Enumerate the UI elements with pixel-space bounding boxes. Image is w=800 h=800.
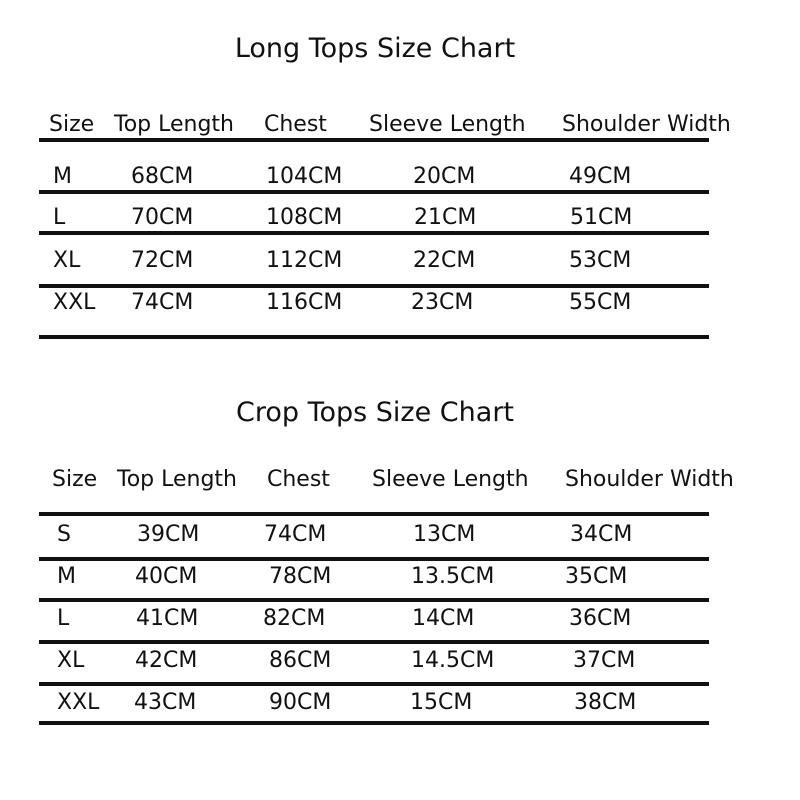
header-top-length: Top Length [114, 112, 235, 137]
crop-tops-title: Crop Tops Size Chart [235, 397, 514, 428]
header-chest: Chest [267, 467, 330, 492]
table-divider [39, 557, 709, 561]
row-size: XL [57, 648, 85, 673]
table-divider [39, 721, 709, 725]
table-divider [39, 682, 709, 686]
row-shoulder-width: 35CM [565, 564, 628, 589]
row-shoulder-width: 55CM [569, 290, 632, 315]
row-shoulder-width: 49CM [569, 164, 632, 189]
row-sleeve-length: 14CM [412, 606, 475, 631]
row-chest: 112CM [266, 248, 343, 273]
row-chest: 78CM [269, 564, 332, 589]
header-shoulder-width: Shoulder Width [565, 467, 734, 492]
row-sleeve-length: 23CM [411, 290, 474, 315]
row-chest: 108CM [266, 205, 343, 230]
row-top-length: 39CM [137, 522, 200, 547]
row-sleeve-length: 22CM [413, 248, 476, 273]
row-top-length: 72CM [131, 248, 194, 273]
table-divider [39, 231, 709, 235]
row-shoulder-width: 34CM [570, 522, 633, 547]
row-size: M [53, 164, 72, 189]
row-chest: 90CM [269, 690, 332, 715]
row-sleeve-length: 15CM [410, 690, 473, 715]
header-size: Size [52, 467, 98, 492]
table-divider [39, 138, 709, 142]
row-shoulder-width: 53CM [569, 248, 632, 273]
row-size: XXL [57, 690, 100, 715]
row-top-length: 74CM [131, 290, 194, 315]
table-divider [39, 284, 709, 288]
table-divider [39, 335, 709, 339]
row-size: XXL [53, 290, 96, 315]
row-shoulder-width: 38CM [574, 690, 637, 715]
row-shoulder-width: 37CM [573, 648, 636, 673]
row-size: XL [53, 248, 81, 273]
row-shoulder-width: 36CM [569, 606, 632, 631]
row-sleeve-length: 14.5CM [411, 648, 495, 673]
row-top-length: 40CM [135, 564, 198, 589]
row-chest: 116CM [266, 290, 343, 315]
row-size: M [57, 564, 76, 589]
long-tops-title: Long Tops Size Chart [234, 33, 516, 64]
row-sleeve-length: 13.5CM [411, 564, 495, 589]
header-top-length: Top Length [117, 467, 238, 492]
header-size: Size [49, 112, 95, 137]
row-chest: 104CM [266, 164, 343, 189]
table-divider [39, 512, 709, 516]
header-shoulder-width: Shoulder Width [562, 112, 731, 137]
table-divider [39, 598, 709, 602]
row-top-length: 68CM [131, 164, 194, 189]
table-divider [39, 190, 709, 194]
row-top-length: 42CM [135, 648, 198, 673]
row-sleeve-length: 13CM [413, 522, 476, 547]
row-chest: 74CM [264, 522, 327, 547]
row-sleeve-length: 21CM [414, 205, 477, 230]
row-chest: 86CM [269, 648, 332, 673]
row-shoulder-width: 51CM [570, 205, 633, 230]
row-top-length: 43CM [134, 690, 197, 715]
row-sleeve-length: 20CM [413, 164, 476, 189]
row-top-length: 41CM [136, 606, 199, 631]
row-chest: 82CM [263, 606, 326, 631]
row-size: L [53, 205, 66, 230]
table-divider [39, 640, 709, 644]
header-chest: Chest [264, 112, 327, 137]
header-sleeve-length: Sleeve Length [369, 112, 526, 137]
row-top-length: 70CM [131, 205, 194, 230]
header-sleeve-length: Sleeve Length [372, 467, 529, 492]
row-size: L [57, 606, 70, 631]
row-size: S [57, 522, 71, 547]
